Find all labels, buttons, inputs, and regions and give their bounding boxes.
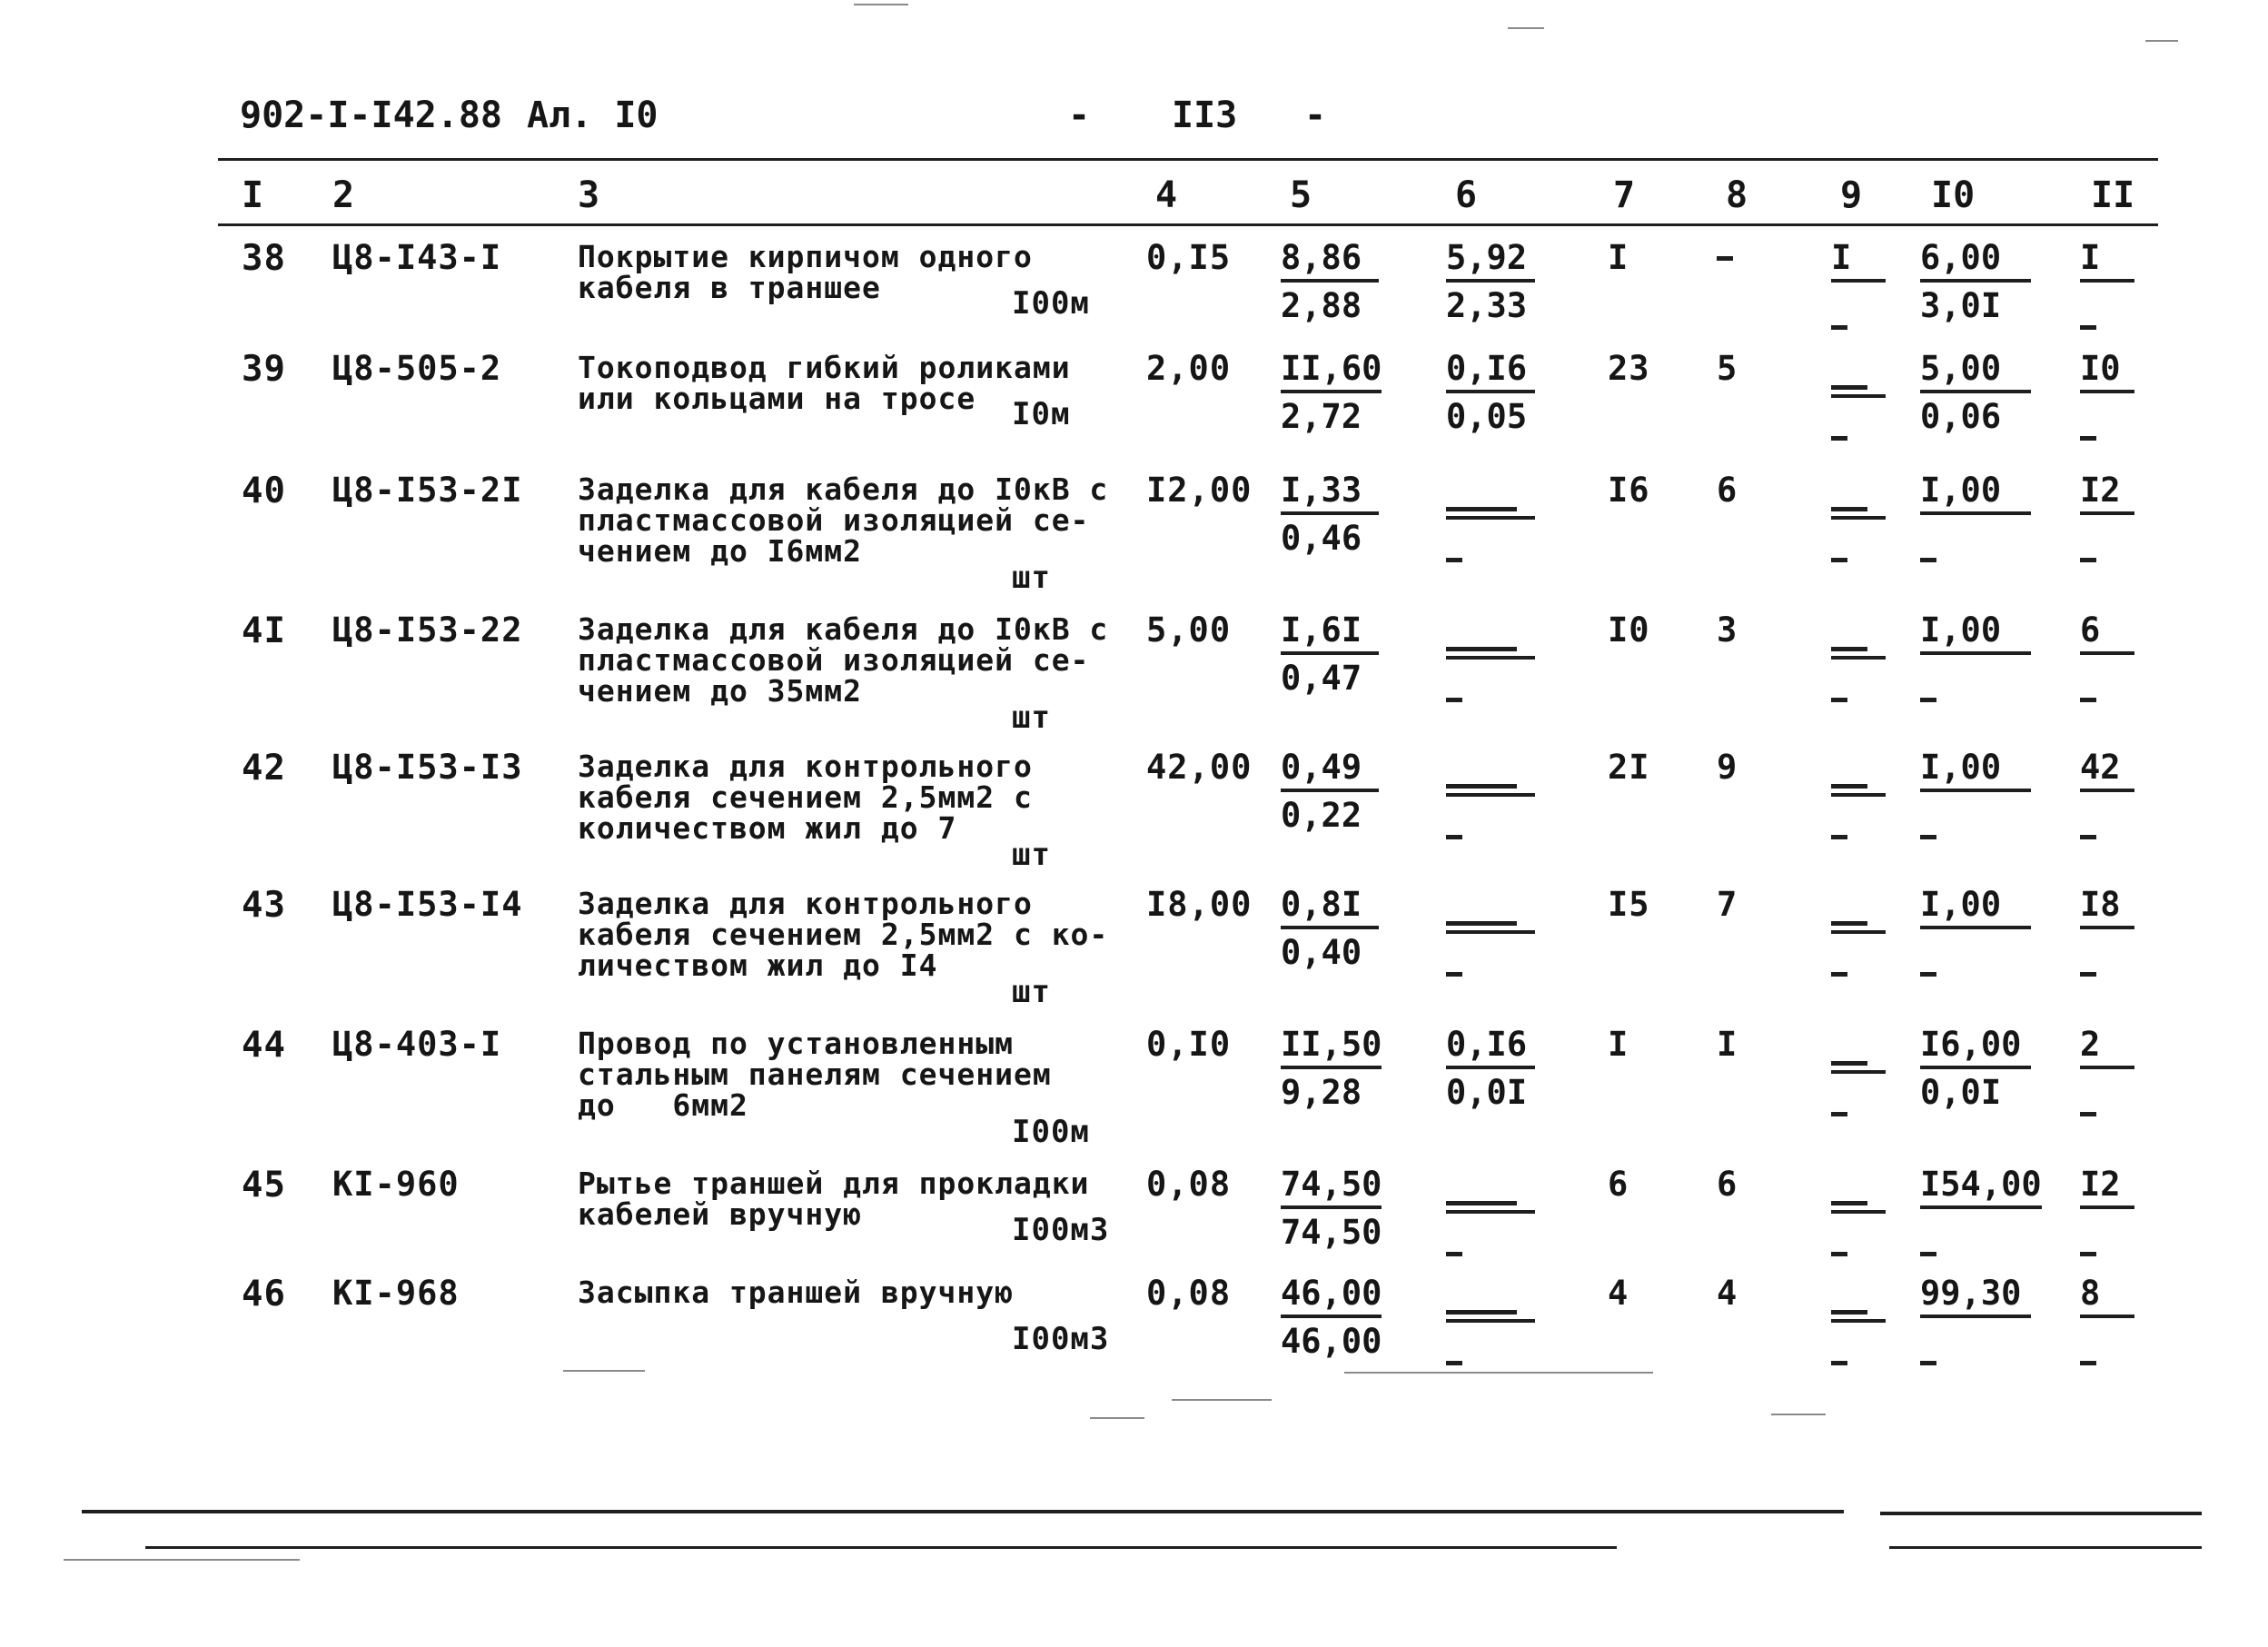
dash-mark bbox=[1446, 972, 1462, 977]
table-row bbox=[0, 471, 2268, 607]
underline-rule bbox=[1446, 930, 1535, 934]
work-description: Провод по установленным стальным панелям сечением до 6мм2 bbox=[578, 1026, 1052, 1123]
table-row bbox=[0, 748, 2268, 884]
dash-mark bbox=[1831, 1201, 1867, 1205]
rate-code: Ц8-I53-2I bbox=[332, 471, 523, 510]
quantity-value: 0,I5 bbox=[1146, 238, 1232, 277]
fraction-numerator: I,00 bbox=[1920, 885, 2031, 929]
fraction-denominator: 9,28 bbox=[1281, 1073, 1362, 1112]
underline-rule bbox=[1446, 1210, 1535, 1214]
fraction-numerator: 99,30 bbox=[1920, 1274, 2031, 1318]
row-number: 4I bbox=[242, 610, 286, 651]
scan-speck bbox=[854, 4, 908, 5]
fraction-cell-c9 bbox=[1831, 238, 1886, 283]
table-row bbox=[0, 885, 2268, 1021]
work-description: Заделка для контрольного кабеля сечением 2,5мм2 с ко- личеством жил до I4 bbox=[578, 886, 1109, 983]
fraction-cell-c11 bbox=[2080, 1025, 2134, 1069]
fraction-cell-c11 bbox=[2080, 238, 2134, 283]
dash-mark bbox=[1831, 784, 1867, 789]
work-description: Засыпка траншей вручную bbox=[578, 1275, 1014, 1310]
underline-rule bbox=[1831, 793, 1886, 797]
dash-mark bbox=[1446, 784, 1517, 789]
rate-code: КI-960 bbox=[332, 1165, 460, 1204]
fraction-numerator: 42 bbox=[2080, 748, 2134, 792]
dash-mark bbox=[1831, 558, 1847, 562]
column-7-value: 2I bbox=[1608, 748, 1650, 787]
quantity-value: 0,08 bbox=[1146, 1165, 1232, 1204]
dash-mark bbox=[1831, 972, 1847, 977]
column-7-value: I bbox=[1608, 1025, 1629, 1064]
fraction-cell-c11 bbox=[2080, 349, 2134, 393]
rate-code: Ц8-I53-I3 bbox=[332, 748, 523, 787]
fraction-cell-c11 bbox=[2080, 1165, 2134, 1209]
scan-speck bbox=[1090, 1417, 1144, 1419]
fraction-numerator: I,00 bbox=[1920, 610, 2031, 655]
row-number: 40 bbox=[242, 471, 286, 511]
fraction-denominator: 2,72 bbox=[1281, 397, 1362, 436]
dash-mark bbox=[1831, 436, 1847, 441]
column-7-value: I6 bbox=[1608, 471, 1650, 510]
column-header-6: 6 bbox=[1455, 174, 1478, 216]
fraction-cell-c5 bbox=[1281, 471, 1379, 558]
column-7-value: I5 bbox=[1608, 885, 1650, 924]
fraction-cell-c11 bbox=[2080, 610, 2134, 655]
fraction-denominator: 0,47 bbox=[1281, 659, 1362, 698]
row-number: 42 bbox=[242, 748, 286, 789]
fraction-numerator: I,00 bbox=[1920, 748, 2031, 792]
quantity-value: I8,00 bbox=[1146, 885, 1253, 924]
column-header-7: 7 bbox=[1613, 174, 1636, 216]
table-row bbox=[0, 610, 2268, 747]
dash-mark bbox=[1920, 1252, 1936, 1256]
unit-of-measure: шт bbox=[1012, 974, 1051, 1010]
column-7-value: 23 bbox=[1608, 349, 1650, 388]
fraction-denominator: 0,46 bbox=[1281, 519, 1362, 558]
footer-rule-2 bbox=[145, 1546, 1617, 1549]
dash-mark bbox=[1446, 698, 1462, 702]
work-description: Рытье траншей для прокладки кабелей вручную bbox=[578, 1166, 1090, 1232]
dash-mark bbox=[2080, 972, 2096, 977]
dash-mark bbox=[2080, 1252, 2096, 1256]
quantity-value: 42,00 bbox=[1146, 748, 1253, 787]
unit-of-measure: I0м bbox=[1012, 396, 1071, 432]
rate-code: Ц8-I43-I bbox=[332, 238, 502, 277]
footer-rule-1 bbox=[82, 1510, 1844, 1513]
row-number: 38 bbox=[242, 238, 286, 279]
dash-mark bbox=[1920, 972, 1936, 977]
fraction-cell-c5 bbox=[1281, 610, 1379, 698]
scan-speck bbox=[1508, 27, 1544, 29]
quantity-value: 5,00 bbox=[1146, 610, 1232, 650]
dash-mark bbox=[2080, 558, 2096, 562]
column-8-value: 6 bbox=[1717, 1165, 1738, 1204]
fraction-cell-c10 bbox=[1920, 885, 2031, 929]
underline-rule bbox=[1446, 656, 1535, 660]
quantity-value: 0,08 bbox=[1146, 1274, 1232, 1313]
column-8-value: 5 bbox=[1717, 349, 1738, 388]
unit-of-measure: шт bbox=[1012, 560, 1051, 596]
fraction-cell-c10 bbox=[1920, 748, 2031, 792]
underline-rule bbox=[1831, 394, 1886, 398]
quantity-value: I2,00 bbox=[1146, 471, 1253, 510]
dash-mark bbox=[1831, 1361, 1847, 1365]
fraction-denominator: 3,0I bbox=[1920, 286, 2002, 325]
work-description: Заделка для контрольного кабеля сечением 2,5мм2 с количеством жил до 7 bbox=[578, 749, 1033, 846]
underline-rule bbox=[1446, 1319, 1535, 1323]
scan-speck bbox=[2145, 40, 2178, 42]
fraction-numerator: 0,49 bbox=[1281, 748, 1379, 792]
dash-mark bbox=[1831, 1112, 1847, 1116]
fraction-numerator: 8,86 bbox=[1281, 238, 1379, 283]
column-8-value: 4 bbox=[1717, 1274, 1738, 1313]
dash-mark bbox=[1446, 1252, 1462, 1256]
page-number: II3 bbox=[1172, 94, 1238, 136]
fraction-cell-c5 bbox=[1281, 1274, 1382, 1361]
fraction-numerator: 8 bbox=[2080, 1274, 2134, 1318]
dash-mark bbox=[2080, 325, 2096, 330]
scan-speck bbox=[1172, 1399, 1272, 1401]
column-header-11: II bbox=[2091, 174, 2135, 216]
work-description: Покрытие кирпичом одного кабеля в траншее bbox=[578, 239, 1033, 305]
fraction-numerator: I2 bbox=[2080, 1165, 2134, 1209]
fraction-numerator: 74,50 bbox=[1281, 1165, 1382, 1209]
unit-of-measure: шт bbox=[1012, 699, 1051, 736]
dash-mark bbox=[1831, 835, 1847, 839]
fraction-denominator: 2,88 bbox=[1281, 286, 1362, 325]
fraction-numerator: 46,00 bbox=[1281, 1274, 1382, 1318]
underline-rule bbox=[1831, 930, 1886, 934]
quantity-value: 0,I0 bbox=[1146, 1025, 1232, 1064]
rate-code: Ц8-I53-22 bbox=[332, 610, 523, 650]
fraction-numerator: I2 bbox=[2080, 471, 2134, 515]
fraction-numerator: I bbox=[1831, 238, 1886, 283]
fraction-cell-c5 bbox=[1281, 349, 1382, 436]
column-7-value: I bbox=[1608, 238, 1629, 277]
fraction-cell-c5 bbox=[1281, 1025, 1382, 1112]
fraction-denominator: 74,50 bbox=[1281, 1213, 1382, 1252]
fraction-cell-c5 bbox=[1281, 238, 1379, 325]
fraction-denominator: 0,40 bbox=[1281, 933, 1362, 972]
fraction-cell-c10 bbox=[1920, 1274, 2031, 1318]
fraction-cell-c11 bbox=[2080, 885, 2134, 929]
table-row bbox=[0, 349, 2268, 485]
fraction-cell-c10 bbox=[1920, 471, 2031, 515]
footer-rule-2b bbox=[1889, 1546, 2202, 1549]
dash-mark bbox=[1920, 558, 1936, 562]
fraction-cell-c6 bbox=[1446, 238, 1535, 325]
column-8-value: 6 bbox=[1717, 471, 1738, 510]
dash-mark bbox=[1446, 558, 1462, 562]
unit-of-measure: шт bbox=[1012, 837, 1051, 873]
column-header-9: 9 bbox=[1840, 174, 1863, 216]
fraction-denominator: 46,00 bbox=[1281, 1322, 1382, 1361]
fraction-denominator: 0,22 bbox=[1281, 796, 1362, 835]
fraction-cell-c6 bbox=[1446, 1025, 1535, 1112]
dash-mark bbox=[2080, 1361, 2096, 1365]
dash-mark bbox=[1831, 507, 1867, 511]
row-number: 39 bbox=[242, 349, 286, 390]
header-top-rule bbox=[218, 158, 2158, 161]
rate-code: Ц8-505-2 bbox=[332, 349, 502, 388]
scan-speck bbox=[563, 1370, 645, 1372]
fraction-numerator: I6,00 bbox=[1920, 1025, 2031, 1069]
fraction-cell-c10 bbox=[1920, 238, 2031, 325]
column-8-value: I bbox=[1717, 1025, 1738, 1064]
column-7-value: I0 bbox=[1608, 610, 1650, 650]
scan-speck bbox=[64, 1559, 300, 1561]
unit-of-measure: I00м bbox=[1012, 285, 1090, 322]
footer-rule-1b bbox=[1880, 1512, 2202, 1515]
column-header-8: 8 bbox=[1726, 174, 1748, 216]
row-number: 45 bbox=[242, 1165, 286, 1205]
dash-mark bbox=[1920, 835, 1936, 839]
fraction-numerator: I0 bbox=[2080, 349, 2134, 393]
underline-rule bbox=[1446, 516, 1535, 520]
fraction-denominator: 0,0I bbox=[1446, 1073, 1528, 1112]
fraction-numerator: I54,00 bbox=[1920, 1165, 2042, 1209]
table-row bbox=[0, 1274, 2268, 1410]
fraction-cell-c5 bbox=[1281, 748, 1379, 835]
underline-rule bbox=[1446, 793, 1535, 797]
column-8-value: 3 bbox=[1717, 610, 1738, 650]
column-header-3: 3 bbox=[578, 174, 600, 216]
quantity-value: 2,00 bbox=[1146, 349, 1232, 388]
work-description: Заделка для кабеля до I0кВ с пластмассовой изоляцией се- чением до 35мм2 bbox=[578, 611, 1109, 709]
fraction-cell-c11 bbox=[2080, 471, 2134, 515]
dash-mark bbox=[1446, 921, 1517, 926]
fraction-denominator: 0,05 bbox=[1446, 397, 1528, 436]
row-number: 44 bbox=[242, 1025, 286, 1066]
dash-mark bbox=[1920, 698, 1936, 702]
fraction-denominator: 2,33 bbox=[1446, 286, 1528, 325]
fraction-cell-c10 bbox=[1920, 1165, 2042, 1209]
fraction-numerator: 0,I6 bbox=[1446, 349, 1535, 393]
dash-mark bbox=[1446, 1201, 1517, 1205]
unit-of-measure: I00м bbox=[1012, 1114, 1090, 1150]
column-7-value: 6 bbox=[1608, 1165, 1629, 1204]
fraction-numerator: I8 bbox=[2080, 885, 2134, 929]
dash-mark bbox=[2080, 1112, 2096, 1116]
scan-speck bbox=[1344, 1372, 1653, 1374]
fraction-numerator: 0,I6 bbox=[1446, 1025, 1535, 1069]
header-bottom-rule bbox=[218, 223, 2158, 226]
dash-mark bbox=[2080, 698, 2096, 702]
fraction-denominator: 0,06 bbox=[1920, 397, 2002, 436]
underline-rule bbox=[1831, 656, 1886, 660]
unit-of-measure: I00м3 bbox=[1012, 1212, 1110, 1248]
fraction-cell-c5 bbox=[1281, 1165, 1382, 1252]
fraction-cell-c10 bbox=[1920, 610, 2031, 655]
column-header-4: 4 bbox=[1155, 174, 1178, 216]
dash-mark bbox=[1446, 507, 1517, 511]
dash-mark bbox=[1831, 647, 1867, 651]
fraction-cell-c5 bbox=[1281, 885, 1379, 972]
dash-mark bbox=[1831, 1252, 1847, 1256]
column-header-10: I0 bbox=[1931, 174, 1976, 216]
dash-mark bbox=[1831, 1061, 1867, 1066]
fraction-numerator: I,6I bbox=[1281, 610, 1379, 655]
dash-mark bbox=[1446, 1310, 1517, 1315]
dash-mark bbox=[1831, 325, 1847, 330]
fraction-numerator: I,00 bbox=[1920, 471, 2031, 515]
scan-speck bbox=[1771, 1414, 1826, 1415]
underline-rule bbox=[1831, 1210, 1886, 1214]
dash-mark bbox=[1831, 921, 1867, 926]
fraction-numerator: I bbox=[2080, 238, 2134, 283]
fraction-numerator: I,33 bbox=[1281, 471, 1379, 515]
dash-mark bbox=[1446, 1361, 1462, 1365]
page-dash-right: - bbox=[1304, 94, 1327, 136]
dash-mark bbox=[1831, 1310, 1867, 1315]
column-header-2: 2 bbox=[332, 174, 355, 216]
column-header-5: 5 bbox=[1290, 174, 1312, 216]
rate-code: Ц8-403-I bbox=[332, 1025, 502, 1064]
dash-mark bbox=[1920, 1361, 1936, 1365]
page-dash-left: - bbox=[1068, 94, 1091, 136]
dash-mark bbox=[1446, 835, 1462, 839]
fraction-cell-c10 bbox=[1920, 349, 2031, 436]
underline-rule bbox=[1831, 1070, 1886, 1074]
fraction-cell-c6 bbox=[1446, 349, 1535, 436]
column-header-1: I bbox=[242, 174, 264, 216]
column-7-value: 4 bbox=[1608, 1274, 1629, 1313]
fraction-numerator: 5,92 bbox=[1446, 238, 1535, 283]
column-8-value: 7 bbox=[1717, 885, 1738, 924]
fraction-numerator: 5,00 bbox=[1920, 349, 2031, 393]
document-code: 902-I-I42.88 bbox=[240, 94, 502, 136]
work-description: Заделка для кабеля до I0кВ с пластмассовой изоляцией се- чением до I6мм2 bbox=[578, 471, 1109, 569]
rate-code: КI-968 bbox=[332, 1274, 460, 1313]
dash-mark bbox=[2080, 436, 2096, 441]
fraction-numerator: 2 bbox=[2080, 1025, 2134, 1069]
underline-rule bbox=[1831, 1319, 1886, 1323]
work-description: Токоподвод гибкий роликами или кольцами на тросе bbox=[578, 350, 1071, 416]
row-number: 43 bbox=[242, 885, 286, 926]
dash-mark bbox=[1831, 698, 1847, 702]
fraction-numerator: 6 bbox=[2080, 610, 2134, 655]
fraction-numerator: 0,8I bbox=[1281, 885, 1379, 929]
dash-mark bbox=[2080, 835, 2096, 839]
fraction-denominator: 0,0I bbox=[1920, 1073, 2002, 1112]
rate-code: Ц8-I53-I4 bbox=[332, 885, 523, 924]
column-8-value: 9 bbox=[1717, 748, 1738, 787]
fraction-cell-c10 bbox=[1920, 1025, 2031, 1112]
fraction-cell-c11 bbox=[2080, 748, 2134, 792]
unit-of-measure: I00м3 bbox=[1012, 1321, 1110, 1357]
table-row bbox=[0, 1025, 2268, 1161]
row-number: 46 bbox=[242, 1274, 286, 1315]
fraction-numerator: II,50 bbox=[1281, 1025, 1382, 1069]
underline-rule bbox=[1831, 516, 1886, 520]
fraction-cell-c11 bbox=[2080, 1274, 2134, 1318]
fraction-numerator: II,60 bbox=[1281, 349, 1382, 393]
dash-mark bbox=[1446, 647, 1517, 651]
album-number: Ал. I0 bbox=[527, 94, 659, 136]
fraction-numerator: 6,00 bbox=[1920, 238, 2031, 283]
dash-mark bbox=[1831, 385, 1867, 390]
dash-mark bbox=[1717, 256, 1733, 261]
